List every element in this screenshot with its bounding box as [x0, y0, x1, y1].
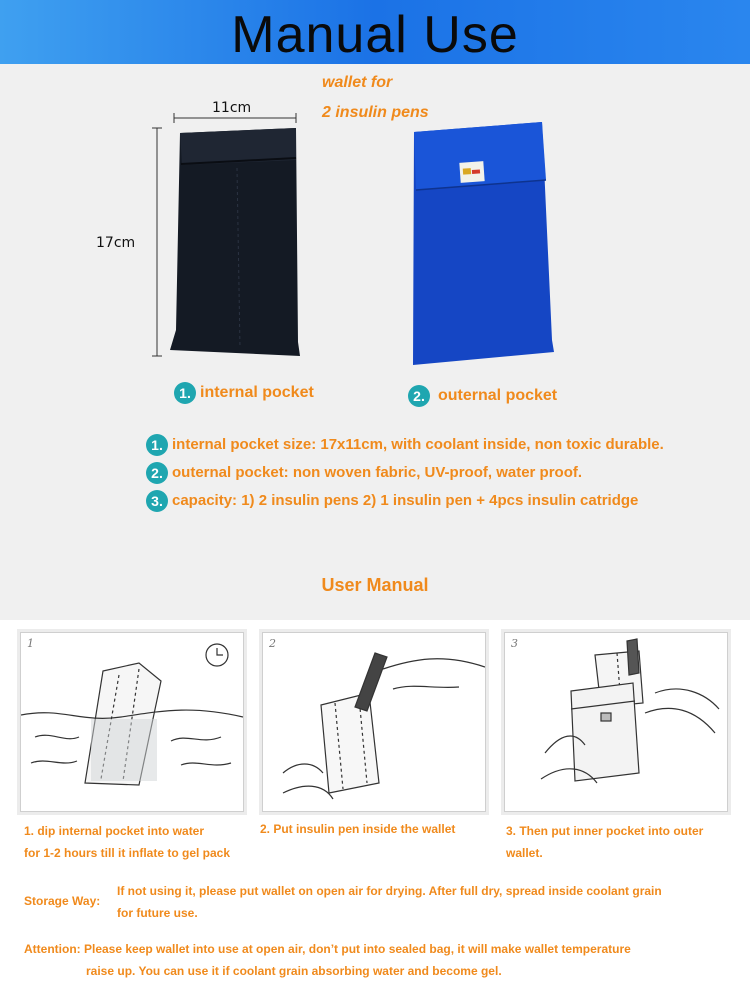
storage-text: [117, 880, 737, 924]
internal-pocket-image: [170, 128, 300, 356]
inner-into-outer-drawing: [505, 633, 727, 811]
spec-text: capacity: 1) 2 insulin pens 2) 1 insulin pen + 4pcs insulin catridge: [172, 491, 639, 509]
page-title: Manual Use: [231, 6, 519, 64]
step-number: 2: [269, 637, 276, 650]
step-3-illustration: [504, 632, 728, 812]
attention-line: Attention: Please keep wallet into use at open air, don’t put into sealed bag, it will make wallet temperature: [24, 942, 631, 956]
storage-line: for future use.: [117, 906, 198, 920]
height-dimension-label: 17cm: [96, 235, 136, 251]
spec-text: outernal pocket: non woven fabric, UV-proof, water proof.: [172, 463, 583, 481]
user-manual-heading: User Manual: [321, 575, 429, 595]
step-2-caption: [260, 818, 455, 840]
number-badge: 1.: [146, 434, 168, 456]
step-number: 3: [511, 637, 518, 650]
wallet-note-line1: wallet for: [322, 74, 393, 91]
step-1-illustration: [20, 632, 244, 812]
width-dimension-label: 11cm: [212, 100, 252, 116]
attention-line: raise up. You can use it if coolant grain absorbing water and become gel.: [86, 964, 502, 978]
step-caption-line: wallet.: [506, 846, 543, 860]
internal-pocket-text: internal pocket: [200, 384, 314, 402]
step-1-caption: [24, 820, 230, 864]
wallet-note-line2: 2 insulin pens: [322, 104, 429, 121]
height-dimension-line: [152, 128, 162, 356]
insert-pen-drawing: [263, 633, 485, 811]
step-caption-line: 1. dip internal pocket into water: [24, 824, 205, 838]
internal-pocket-label: [174, 382, 314, 404]
outer-pocket-label: [408, 385, 557, 407]
number-badge: 1.: [174, 382, 196, 404]
step-caption-line: 3. Then put inner pocket into outer: [506, 824, 704, 838]
step-caption-line: 2. Put insulin pen inside the wallet: [260, 822, 456, 836]
spec-text: internal pocket size: 17x11cm, with coolant inside, non toxic durable.: [172, 435, 664, 453]
dip-in-water-drawing: [21, 633, 243, 811]
attention-text: [24, 938, 740, 982]
step-caption-line: for 1-2 hours till it inflate to gel pack: [24, 846, 231, 860]
spec-item: [146, 462, 582, 484]
step-2-illustration: [262, 632, 486, 812]
width-dimension-line: [174, 113, 296, 123]
number-badge: 3.: [146, 490, 168, 512]
outer-pocket-text: outernal pocket: [438, 387, 558, 405]
storage-line: If not using it, please put wallet on open air for drying. After full dry, spread inside coolant grain: [117, 884, 662, 898]
spec-item: [146, 434, 664, 456]
step-3-caption: [506, 820, 703, 864]
number-badge: 2.: [408, 385, 430, 407]
storage-label: Storage Way:: [24, 894, 101, 908]
number-badge: 2.: [146, 462, 168, 484]
spec-item: [146, 490, 638, 512]
outer-pocket-image: [413, 122, 554, 365]
step-number: 1: [27, 637, 34, 650]
